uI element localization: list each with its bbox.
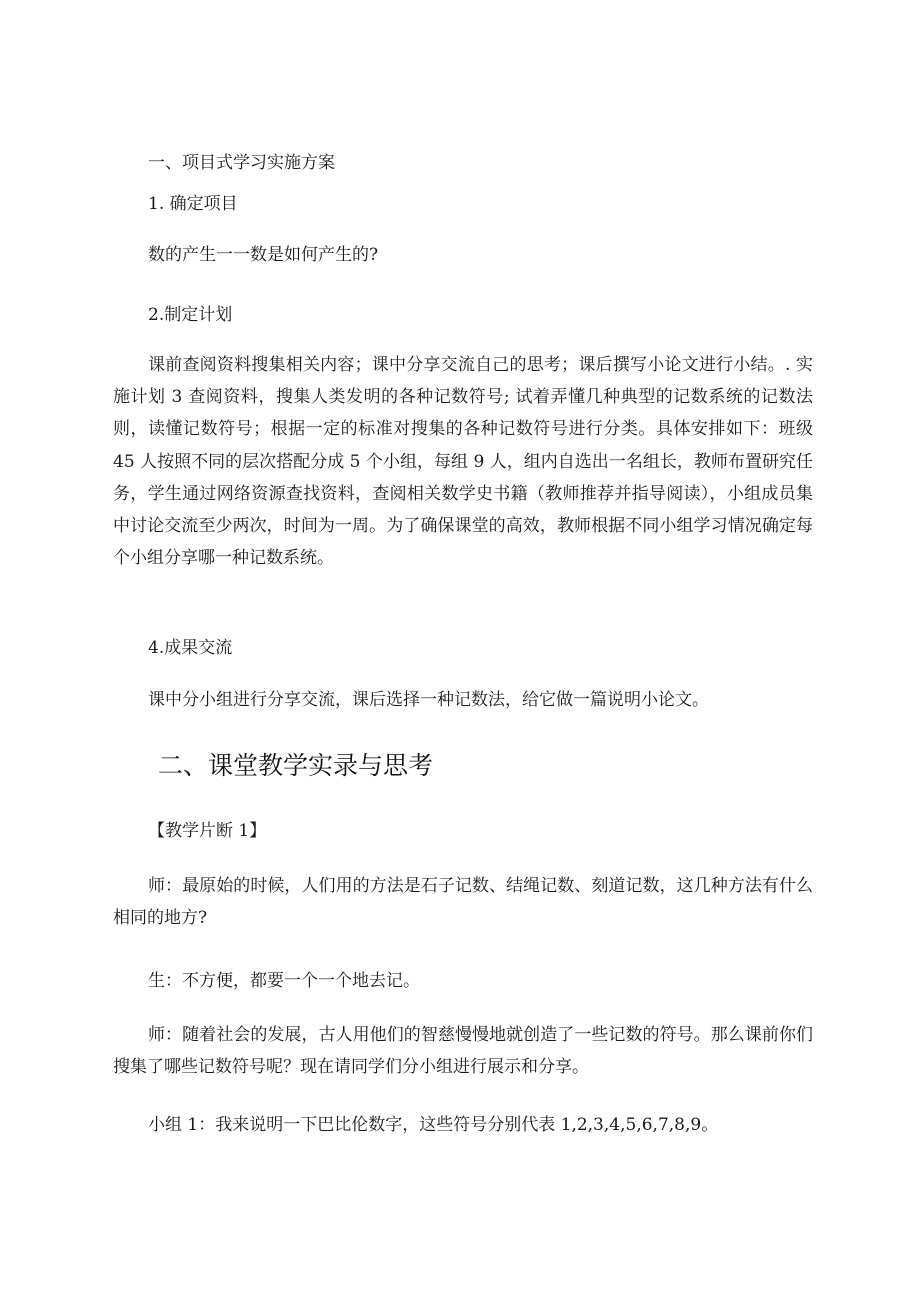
- dialogue-student-1: 生：不方便，都要一个一个地去记。: [148, 971, 420, 991]
- step4-text: 课中分小组进行分享交流，课后选择一种记数法，给它做一篇说明小论文。: [148, 690, 709, 710]
- step1-text: 数的产生一一数是如何产生的?: [148, 245, 379, 265]
- step4-heading: 4.成果交流: [148, 638, 233, 658]
- step2-heading: 2.制定计划: [148, 305, 233, 325]
- fragment-label: 【教学片断 1】: [148, 821, 267, 841]
- dialogue-teacher-1: 师：最原始的时候，人们用的方法是石子记数、结绳记数、刻道记数，这几种方法有什么相同的地方?: [113, 876, 813, 929]
- step1-heading: 1. 确定项目: [148, 194, 238, 214]
- section2-title: 二、课堂教学实录与思考: [158, 751, 434, 780]
- step2-paragraph: 课前查阅资料搜集相关内容；课中分享交流自己的思考；课后撰写小论文进行小结。. 实施计划 3 查阅资料，搜集人类发明的各种记数符号; 试着弄懂几种典型的记数系统的记数法则，读懂记数符号；根据一定的标准对搜集的各种记数符号进行分类。具体安排如下：班级 45 人按照不同的层次搭配分成 5 个小组，每组 9 人，组内自选出一名组长，教师布置研究任务，学生通过网络资源查找资料，查阅相关数学史书籍（教师推荐并指导阅读），小组成员集中讨论交流至少两次，时间为一周。为了确保课堂的高效，教师根据不同小组学习情况确定每个小组分享哪一种记数系统。: [113, 355, 813, 569]
- dialogue-teacher-2: 师：随着社会的发展，古人用他们的智慈慢慢地就创造了一些记数的符号。那么课前你们搜集了哪些记数符号呢？现在请同学们分小组进行展示和分享。: [113, 1025, 813, 1078]
- section1-title: 一、项目式学习实施方案: [148, 153, 335, 173]
- dialogue-group-1: 小组 1：我来说明一下巴比伦数字，这些符号分别代表 1,2,3,4,5,6,7,8,9。: [148, 1115, 719, 1135]
